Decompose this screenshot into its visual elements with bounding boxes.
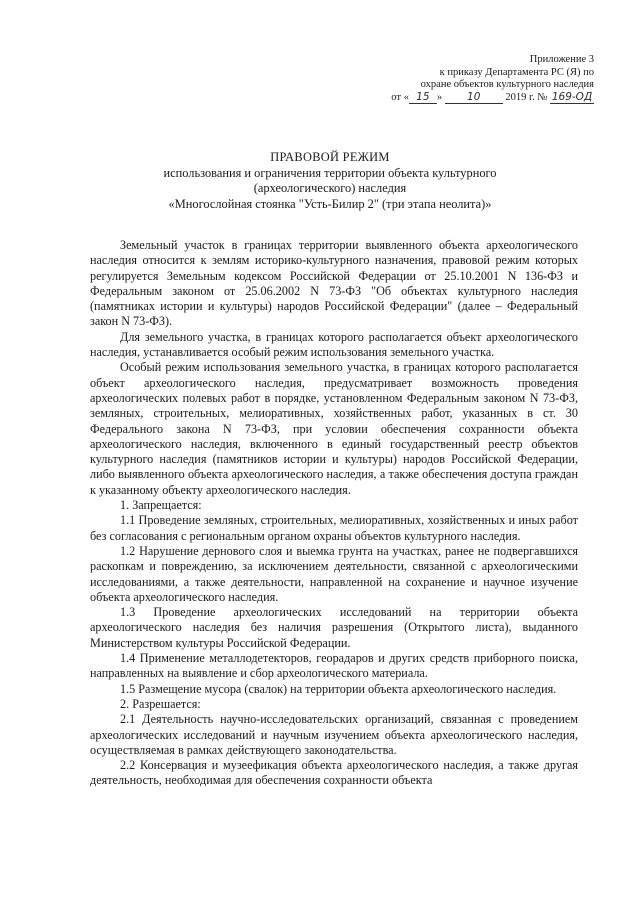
appendix-header: [354, 54, 594, 104]
date-prefix: от «: [391, 91, 409, 103]
date-mid: »: [436, 91, 443, 103]
title-line-2: использования и ограничения территории объекта культурного: [163, 165, 497, 180]
date-day: 15: [409, 92, 437, 104]
appendix-order-ref: к приказу Департамента РС (Я) по: [439, 66, 594, 78]
document-body: [90, 238, 578, 789]
order-number: 169-ОД: [551, 90, 593, 103]
item-1-1: 1.1 Проведение земляных, строительных, мелиоративных, хозяйственных и иных работ без согласования с региональным органом охраны объектов культурного наследия.: [90, 513, 578, 543]
item-1-5: 1.5 Размещение мусора (свалок) на территории объекта археологического наследия.: [120, 681, 557, 696]
item-2-2: 2.2 Консервация и музеефикация объекта археологического наследия, а также другая деятельность, необходимая для обеспечения сохранности объекта: [90, 758, 578, 788]
item-1-4: 1.4 Применение металлодетекторов, георадаров и других средств приборного поиска, направленных на выявление и сбор археологического материала.: [90, 651, 578, 681]
item-2-1: 2.1 Деятельность научно-исследовательских организаций, связанная с проведением археологических исследований и научным изучением объекта археологического наследия, осуществляемая в рамках действующего законодательства.: [90, 712, 578, 757]
appendix-date-line: [354, 92, 594, 105]
document-title: [110, 150, 550, 212]
paragraph-intro: Земельный участок в границах территории выявленного объекта археологического наследия относится к землям историко-культурного назначения, правовой режим которых регулируется Земельным кодексом Российской Федерации от 25.10.2001 N 136-ФЗ и Федеральным законом от 25.06.2002 N 73-ФЗ "Об объектах культурного наследия (памятниках истории и культуры) народов Российской Федерации" (далее – Федеральный закон N 73-ФЗ).: [90, 238, 578, 329]
paragraph-special-regime: Для земельного участка, в границах которого располагается объект археологического наследия, устанавливается особый режим использования земельного участка.: [90, 329, 578, 360]
title-object-name: «Многослойная стоянка "Усть-Билир 2" (три этапа неолита)»: [168, 196, 492, 211]
title-line-3: (археологического) наследия: [253, 181, 407, 195]
item-1-3: 1.3 Проведение археологических исследований на территории объекта археологического наследия без наличия разрешения (Открытого листа), выданного Министерством культуры Российской Федерации.: [90, 605, 578, 650]
paragraph-regime-details: Особый режим использования земельного участка, в границах которого располагается объект археологического наследия, предусматривает возможность проведения археологических полевых работ в порядке, установленном Федеральным законом N 73-ФЗ, земляных, строительных, мелиоративных, хозяйственных работ, указанных в ст. 30 Федерального закона N 73-ФЗ, при условии обеспечения сохранности объекта археологического наследия, включенного в единый государственный реестр объектов культурного наследия (памятников истории и культуры) народов Российской Федерации, либо выявленного объекта археологического наследия, а также обеспечения доступа граждан к указанному объекту археологического наследия.: [90, 360, 578, 497]
appendix-title: Приложение 3: [529, 54, 594, 65]
appendix-department: охране объектов культурного наследия: [420, 79, 594, 90]
date-month: 10: [445, 92, 503, 104]
date-year: 2019 г. №: [505, 91, 548, 103]
section-prohibited: 1. Запрещается:: [120, 498, 202, 513]
title-main: ПРАВОВОЙ РЕЖИМ: [270, 150, 390, 164]
item-1-2: 1.2 Нарушение дернового слоя и выемка грунта на участках, ранее не подвергавшихся раскопкам и повреждению, за исключением деятельности, связанной с археологическими исследованиями, а также деятельности, направленной на сохранение и научное изучение объекта археологического наследия.: [90, 543, 578, 604]
section-permitted: 2. Разрешается:: [120, 696, 201, 711]
